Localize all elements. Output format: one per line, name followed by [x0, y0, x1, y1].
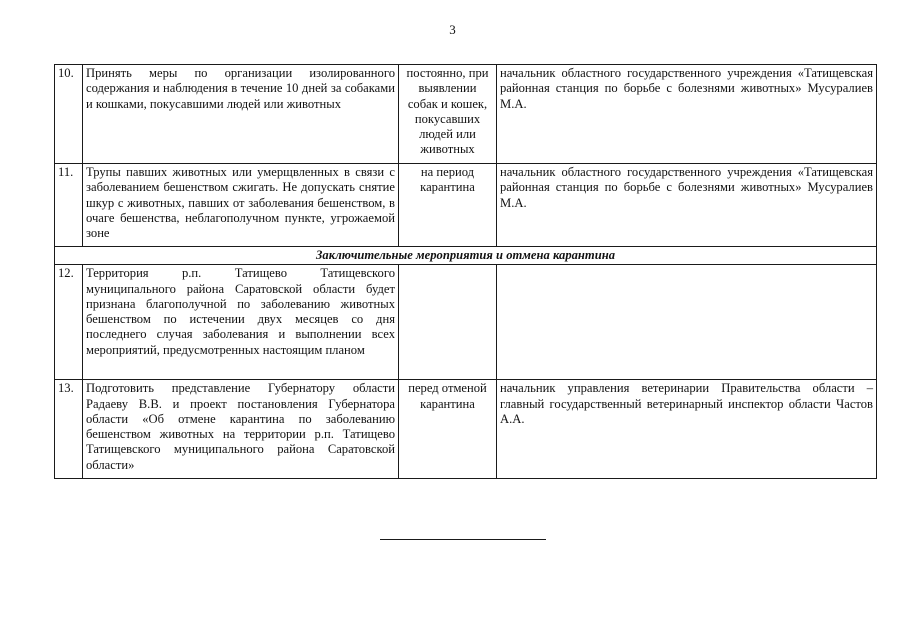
- measure-text: Трупы павших животных или умерщвленных в связи с заболеванием бешенством сжигать. Не допускать снятие шкур с животных, павших от заболевания бешенством, в очаге бешенства, неблагополучном пункте, угрожаемой зоне: [83, 164, 399, 247]
- row-number: 11.: [55, 164, 83, 247]
- row-number: 13.: [55, 380, 83, 479]
- deadline-text: [399, 265, 497, 380]
- table-row: [55, 164, 877, 247]
- responsible-text: [497, 265, 877, 380]
- deadline-text: постоянно, при выявлении собак и кошек, покусавших людей или животных: [399, 65, 497, 164]
- measure-text: Подготовить представление Губернатору области Радаеву В.В. и проект постановления Губернатора области «Об отмене карантина по заболеванию бешенством животных на территории р.п. Татищево Татищевского муниципального района Саратовской области»: [83, 380, 399, 479]
- row-number: 12.: [55, 265, 83, 380]
- measure-text: Территория р.п. Татищево Татищевского муниципального района Саратовской области будет признана благополучной по заболеванию животных бешенством по истечении двух месяцев со дня последнего случая заболевания и выполнении всех мероприятий, предусмотренных настоящим планом: [83, 265, 399, 380]
- page-number: 3: [449, 22, 456, 37]
- responsible-text: начальник управления ветеринарии Правительства области – главный государственный ветеринарный инспектор области Частов А.А.: [497, 380, 877, 479]
- row-number: 10.: [55, 65, 83, 164]
- deadline-text: перед отменой карантина: [399, 380, 497, 479]
- responsible-text: начальник областного государственного учреждения «Татищевская районная станция по борьбе с болезнями животных» Мусуралиев М.А.: [497, 65, 877, 164]
- closing-divider: [380, 539, 546, 540]
- measure-text: Принять меры по организации изолированного содержания и наблюдения в течение 10 дней за собаками и кошками, покусавшими людей или животных: [83, 65, 399, 164]
- section-heading: Заключительные мероприятия и отмена карантина: [55, 247, 877, 265]
- table-row: [55, 65, 877, 164]
- table-row: [55, 380, 877, 479]
- deadline-text: на период карантина: [399, 164, 497, 247]
- quarantine-measures-table: [54, 64, 877, 479]
- responsible-text: начальник областного государственного учреждения «Татищевская районная станция по борьбе с болезнями животных» Мусуралиев М.А.: [497, 164, 877, 247]
- table-row: [55, 265, 877, 380]
- section-row: [55, 247, 877, 265]
